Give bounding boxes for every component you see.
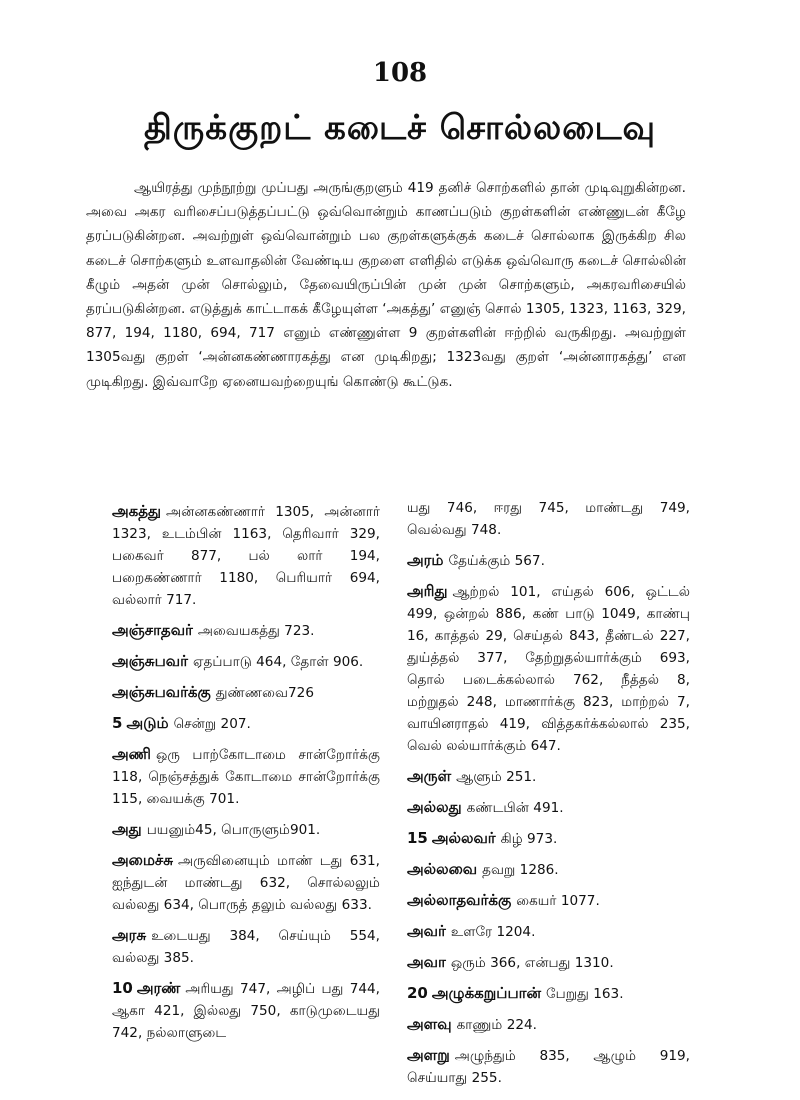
entry-headword: அஞ்சுபவர்க்கு [112, 683, 211, 701]
entry-text: காணும் 224. [456, 1017, 537, 1033]
entry-headword: அரம் [407, 551, 444, 569]
index-entry [112, 743, 380, 810]
entry-text: ஏதப்பாடு 464, தோள் 906. [192, 654, 364, 670]
entry-text: தவறு 1286. [482, 862, 559, 878]
entry-headword: அகத்து [112, 502, 162, 520]
entry-headword: அவர் [407, 922, 446, 940]
index-entry [407, 858, 690, 881]
page-number: 108 [372, 58, 428, 88]
index-entry [407, 765, 690, 788]
entry-headword: அரசு [112, 926, 147, 944]
index-entry [407, 920, 690, 943]
entry-headword: அடும் [126, 714, 169, 732]
entry-number: 10 [112, 979, 133, 997]
entry-text: அன்னகண்ணார் 1305, அன்னார் 1323, உடம்பின் 1163, தெரிவார் 329, பகைவர் 877, பல் லார் 194, பறைகண்ணார் 1180, பெரியார் 694, வல்லார் 717. [112, 504, 380, 608]
page-title: திருக்குறட் கடைச் சொல்லடைவு [143, 108, 657, 148]
index-entry [407, 982, 690, 1005]
entry-text: அருவினையும் மாண் டது 631, ஐந்துடன் மாண்டது 632, சொல்லலும் வல்லது 634, பொருத் தலும் வல்லது 633. [112, 853, 380, 913]
entry-text: ஒரு பாற்கோடாமை சான்றோர்க்கு 118, நெஞ்சத்துக் கோடாமை சான்றோர்க்கு 115, வையக்கு 701. [112, 747, 380, 807]
entry-headword: அல்லவை [407, 860, 478, 878]
entry-text: ஆளும் 251. [456, 769, 537, 785]
entry-text: உளரே 1204. [450, 924, 536, 940]
entry-headword: அல்லது [407, 798, 462, 816]
entry-headword: அல்லவர் [431, 829, 496, 847]
index-entry [112, 712, 380, 735]
entry-text: ஆற்றல் 101, எய்தல் 606, ஒட்டல் 499, ஒன்றல் 886, கண் பாடு 1049, காண்பு 16, காத்தல் 29, செய்தல் 843, தீண்டல் 227, துய்த்தல் 377, தேற்றுதல்யார்க்கும் 693, தொல் படைக்கல்லால் 762, நீத்தல் 8, மற்றுதல் 248, மாணார்க்கு 823, மாற்றல் 7, வாயினராதல் 419, வித்தகர்க்கல்லால் 235, வெல் லல்யார்க்கும் 647. [407, 584, 690, 754]
intro-text: ஆயிரத்து முந்நூற்று முப்பது அருங்குறளும் 419 தனிச் சொற்களில் தான் முடிவுறுகின்றன. அவை அகர வரிசைப்படுத்தப்பட்டு ஒவ்வொன்றும் காணப்படும் குறள்களின் எண்ணுடன் கீழே தரப்படுகின்றன. அவற்றுள் ஒவ்வொன்றும் பல குறள்களுக்குக் கடைச் சொல்லாக இருக்கிற சில கடைச் சொற்களும் உளவாதலின் வேண்டிய குறளை எளிதில் எடுக்க ஒவ்வொரு கடைச் சொல்லின் கீழும் அதன் முன் சொல்லும், தேவையிருப்பின் முன் முன் சொற்களும், அகரவரிசையில் தரப்படுகின்றன. எடுத்துக் காட்டாகக் கீழேயுள்ள ‘அகத்து’ எனுஞ் சொல் 1305, 1323, 1163, 329, 877, 194, 1180, 694, 717 எனும் எண்ணுள்ள 9 குறள்களின் ஈற்றில் வருகிறது. அவற்றுள் 1305வது குறள் ‘அன்னகண்ணாரகத்து என முடிகிறது; 1323வது குறள் ‘அன்னாரகத்து’ என முடிகிறது. இவ்வாறே ஏனையவற்றையுங் கொண்டு கூட்டுக. [86, 180, 686, 390]
entry-text: ஒரும் 366, என்பது 1310. [450, 955, 614, 971]
index-entry [407, 951, 690, 974]
entry-text: அழுந்தும் 835, ஆழும் 919, செய்யாது 255. [407, 1048, 690, 1086]
index-entry [407, 1013, 690, 1036]
index-entry [407, 889, 690, 912]
entry-headword: அஞ்சுபவர் [112, 652, 188, 670]
entry-number: 5 [112, 714, 123, 732]
index-entry [112, 650, 380, 673]
index-entry [112, 849, 380, 916]
index-entry [112, 681, 380, 704]
entry-text: தேய்க்கும் 567. [448, 553, 545, 569]
entry-headword: அழுக்கறுப்பான் [431, 984, 542, 1002]
entry-headword: அல்லாதவர்க்கு [407, 891, 512, 909]
index-entry [407, 580, 690, 757]
entry-number: 20 [407, 984, 428, 1002]
entry-text: அரியது 747, அழிப் பது 744, ஆகா 421, இல்லது 750, காடுமுடையது 742, நல்லாளுடை [112, 981, 380, 1041]
index-entry [407, 827, 690, 850]
index-column-left [112, 500, 380, 1052]
index-entry [112, 500, 380, 611]
entry-text: கிழ் 973. [500, 831, 558, 847]
entry-headword: அருள் [407, 767, 452, 785]
entry-text: உடையது 384, செய்யும் 554, வல்லது 385. [112, 928, 380, 966]
entry-text: பயனும்45, பொருளும்901. [146, 822, 321, 838]
entry-headword: அஞ்சாதவர் [112, 621, 193, 639]
entry-text: அவையகத்து 723. [197, 623, 315, 639]
entry-headword: அணி [112, 745, 151, 763]
index-entry [407, 1044, 690, 1089]
index-entry [112, 924, 380, 969]
entry-number: 15 [407, 829, 428, 847]
index-column-right [407, 497, 690, 1097]
index-entry [112, 818, 380, 841]
index-entry [112, 619, 380, 642]
entry-text: சென்று 207. [173, 716, 251, 732]
entry-text: கையர் 1077. [516, 893, 600, 909]
entry-text: யது 746, ஈரது 745, மாண்டது 749, வெல்வது 748. [407, 500, 690, 538]
index-entry [112, 977, 380, 1044]
index-entry [407, 796, 690, 819]
entry-text: துண்ணவை726 [215, 685, 314, 701]
entry-headword: அமைச்சு [112, 851, 174, 869]
entry-headword: அரிது [407, 582, 448, 600]
entry-headword: அரண் [136, 979, 181, 997]
entry-text: பேறுது 163. [546, 986, 624, 1002]
entry-headword: அளவு [407, 1015, 452, 1033]
entry-headword: அது [112, 820, 142, 838]
index-entry [407, 549, 690, 572]
entry-text: கண்டபின் 491. [466, 800, 564, 816]
intro-paragraph [86, 176, 686, 394]
entry-headword: அளறு [407, 1046, 450, 1064]
entry-headword: அவா [407, 953, 446, 971]
index-entry [407, 497, 690, 541]
